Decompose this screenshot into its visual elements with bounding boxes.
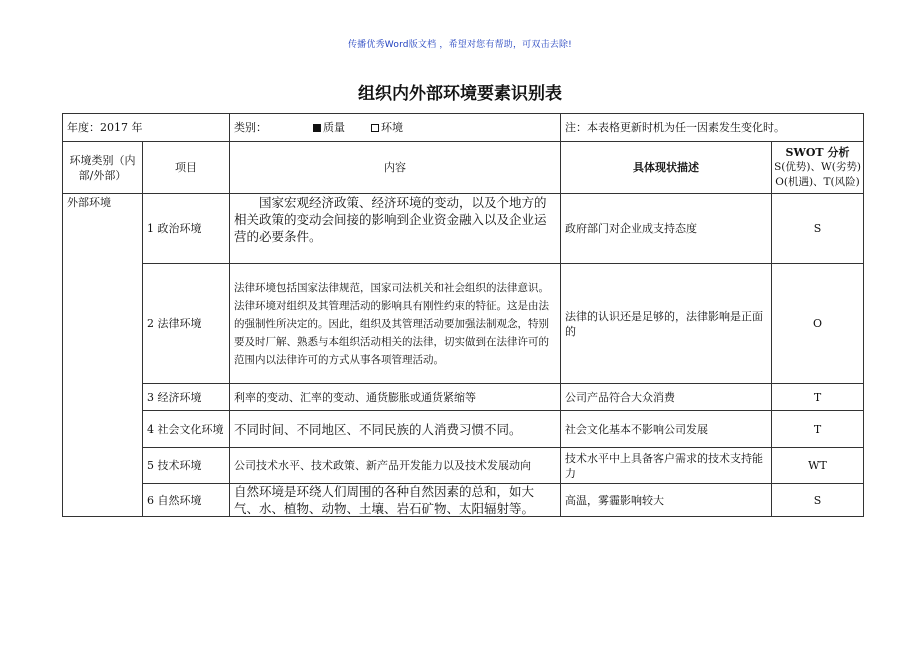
watermark-text[interactable]: 传播优秀Word版文档 ，希望对您有帮助，可双击去除! bbox=[347, 40, 572, 50]
header-swot bbox=[772, 142, 863, 194]
row-6-swot bbox=[772, 484, 863, 516]
note-text: 注：本表格更新时机为任一因素发生变化时。 bbox=[565, 121, 785, 134]
row-3-swot bbox=[772, 384, 863, 411]
row-3-item-text: 3 经济环境 bbox=[147, 390, 202, 404]
row-1-status-text: 政府部门对企业成支持态度 bbox=[565, 222, 697, 235]
row-2-status bbox=[561, 264, 772, 384]
row-1-swot bbox=[772, 194, 863, 264]
year-text: 年度：2017 年 bbox=[67, 121, 143, 134]
header-content bbox=[230, 142, 561, 194]
row-1-item bbox=[143, 194, 230, 264]
row-2-item bbox=[143, 264, 230, 384]
header-status-text: 具体现状描述 bbox=[633, 161, 699, 174]
quality-label: 质量 bbox=[323, 121, 345, 134]
environment-table bbox=[62, 113, 864, 517]
document-title: 组织内外部环境要素识别表 bbox=[358, 84, 562, 104]
row-4-content-text: 不同时间、不同地区、不同民族的人消费习惯不同。 bbox=[234, 421, 522, 437]
header-content-text: 内容 bbox=[384, 161, 406, 174]
row-5-status bbox=[561, 448, 772, 484]
year-cell bbox=[63, 114, 230, 142]
row-4-swot bbox=[772, 411, 863, 448]
row-5-content bbox=[230, 448, 561, 484]
row-6-content-text: 自然环境是环绕人们周围的各种自然因素的总和，如大气、水、植物、动物、土壤、岩石矿物、太阳辐射等。 bbox=[234, 484, 535, 516]
swot-title: SWOT 分析 bbox=[785, 146, 850, 159]
row-5-status-text: 技术水平中上具备客户需求的技术支持能力 bbox=[565, 451, 763, 480]
row-6-item-text: 6 自然环境 bbox=[147, 493, 202, 507]
row-2-content bbox=[230, 264, 561, 384]
quality-option[interactable] bbox=[313, 120, 345, 135]
header-env-type-text: 环境类别（内部/外部） bbox=[69, 153, 136, 182]
row-4-item bbox=[143, 411, 230, 448]
row-3-status bbox=[561, 384, 772, 411]
row-4-item-text: 4 社会文化环境 bbox=[147, 422, 224, 436]
environment-label: 环境 bbox=[381, 121, 403, 134]
row-2-item-text: 2 法律环境 bbox=[147, 317, 202, 330]
group-label: 外部环境 bbox=[67, 196, 111, 209]
row-5-swot-text: WT bbox=[808, 459, 827, 472]
row-3-content bbox=[230, 384, 561, 411]
swot-line-2: O(机遇)、T(风险) bbox=[775, 176, 860, 188]
row-2-content-text: 法律环境包括国家法律规范，国家司法机关和社会组织的法律意识。法律环境对组织及其管理活动的影响具有刚性约束的特征。这是由法的强制性所决定的。因此，组织及其管理活动要加强法制观念，特别要及时厂解、熟悉与本组织活动相关的法律，切实做到在法律许可的范围内以法律许可的方式从事各项管理活动。 bbox=[234, 281, 549, 366]
row-4-status-text: 社会文化基本不影响公司发展 bbox=[565, 422, 708, 436]
swot-line-1: S(优势)、W(劣势) bbox=[774, 161, 861, 173]
row-6-status-text: 高温，雾霾影响较大 bbox=[565, 493, 664, 507]
row-2-swot bbox=[772, 264, 863, 384]
row-1-content bbox=[230, 194, 561, 264]
row-5-swot bbox=[772, 448, 863, 484]
row-6-item bbox=[143, 484, 230, 516]
header-env-type bbox=[63, 142, 143, 194]
quality-checkbox-icon[interactable] bbox=[313, 124, 321, 132]
row-6-status bbox=[561, 484, 772, 516]
row-4-swot-text: T bbox=[813, 422, 822, 436]
row-1-status bbox=[561, 194, 772, 264]
group-label-cell bbox=[63, 194, 143, 517]
row-5-item-text: 5 技术环境 bbox=[147, 459, 202, 472]
row-1-content-text: 国家宏观经济政策、经济环境的变动，以及个地方的相关政策的变动会间接的影响到企业资金融入以及企业运营的必要条件。 bbox=[234, 195, 547, 244]
row-5-item bbox=[143, 448, 230, 484]
row-3-status-text: 公司产品符合大众消费 bbox=[565, 390, 675, 404]
row-4-content bbox=[230, 411, 561, 448]
category-label: 类别： bbox=[234, 121, 267, 134]
header-item bbox=[143, 142, 230, 194]
header-status bbox=[561, 142, 772, 194]
header-item-text: 项目 bbox=[175, 161, 197, 174]
row-5-content-text: 公司技术水平、技术政策、新产品开发能力以及技术发展动向 bbox=[234, 459, 531, 472]
row-6-swot-text: S bbox=[813, 493, 822, 507]
row-3-content-text: 利率的变动、汇率的变动、通货膨胀或通货紧缩等 bbox=[234, 390, 476, 404]
environment-option[interactable] bbox=[371, 120, 403, 135]
row-3-swot-text: T bbox=[813, 390, 822, 404]
row-4-status bbox=[561, 411, 772, 448]
environment-checkbox-icon[interactable] bbox=[371, 124, 379, 132]
row-6-content bbox=[230, 484, 561, 516]
row-2-status-text: 法律的认识还是足够的，法律影响是正面的 bbox=[565, 309, 763, 338]
row-2-swot-text: O bbox=[812, 317, 823, 330]
row-3-item bbox=[143, 384, 230, 411]
row-1-swot-text: S bbox=[813, 222, 822, 235]
note-cell bbox=[561, 114, 863, 142]
row-1-item-text: 1 政治环境 bbox=[147, 222, 202, 235]
category-cell bbox=[230, 114, 561, 142]
